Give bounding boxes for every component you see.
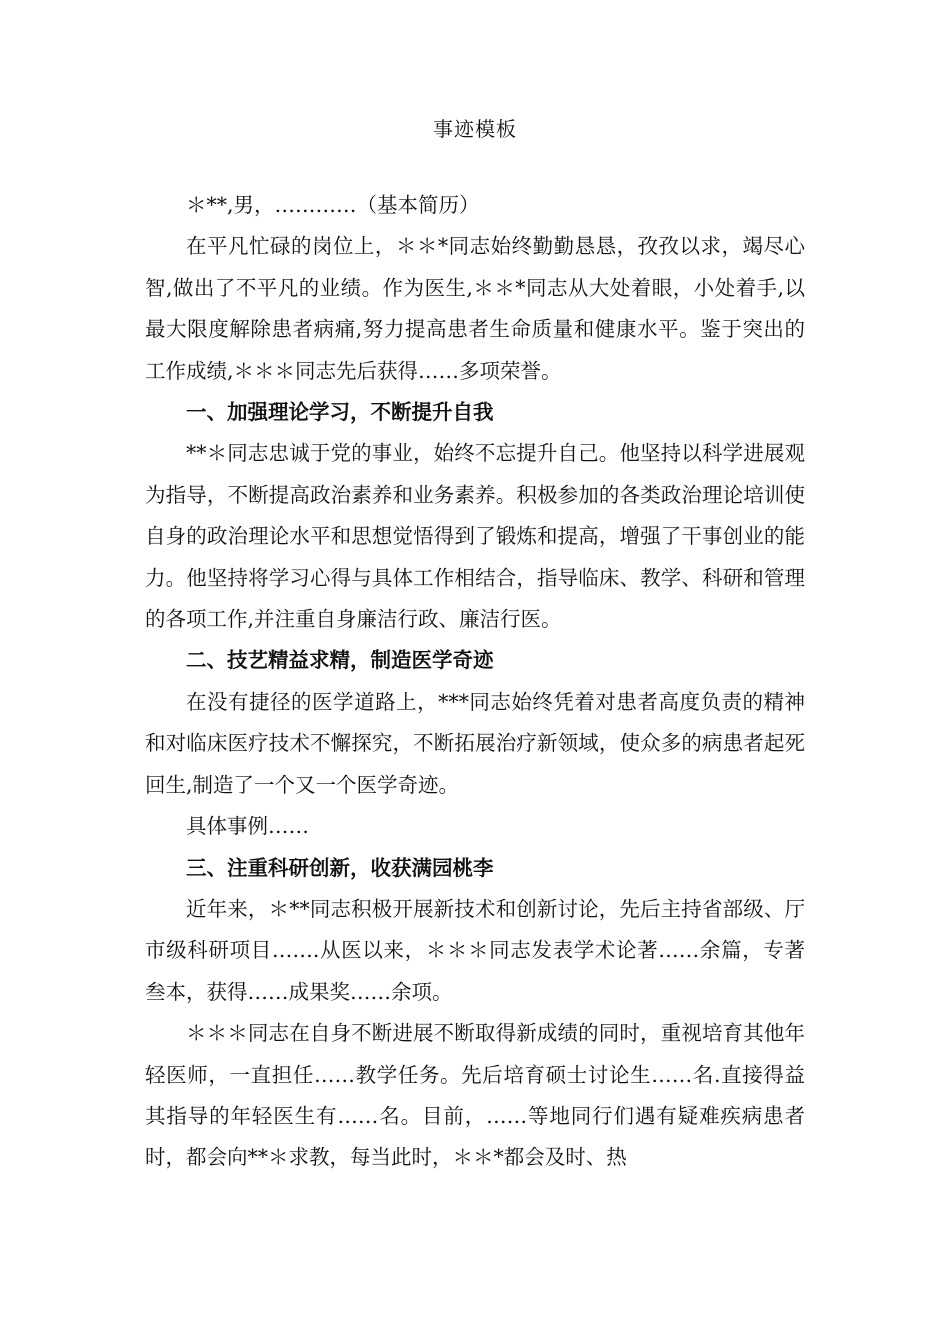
section-heading-3: 三、注重科研创新，收获满园桃李 <box>186 855 494 880</box>
section-heading-2: 二、技艺精益求精，制造医学奇迹 <box>186 648 494 673</box>
paragraph-section-3a: 近年来，＊**同志积极开展新技术和创新讨论，先后主持省部级、厅市级科研项目…….从医以来，＊＊＊同志发表学术论著……余篇，专著叁本，获得……成果奖……余项。 <box>145 896 805 1004</box>
paragraph-examples: 具体事例…… <box>186 814 309 839</box>
paragraph-section-3b: ＊＊＊同志在自身不断进展不断取得新成绩的同时，重视培育其他年轻医师，一直担任……教学任务。先后培育硕士讨论生……名.直接得益其指导的年轻医生有……名。目前，……等地同行们遇有疑难疾病患者时，都会向**＊求教，每当此时，＊＊*都会及时、热 <box>145 1021 805 1170</box>
paragraph-section-2: 在没有捷径的医学道路上，***同志始终凭着对患者高度负责的精神和对临床医疗技术不懈探究，不断拓展治疗新领域，使众多的病患者起死回生,制造了一个又一个医学奇迹。 <box>145 689 805 797</box>
paragraph-section-1: **＊同志忠诚于党的事业，始终不忘提升自己。他坚持以科学进展观为指导，不断提高政治素养和业务素养。积极参加的各类政治理论培训使自身的政治理论水平和思想觉悟得到了锻炼和提高，增强了干事创业的能力。他坚持将学习心得与具体工作相结合，指导临床、教学、科研和管理的各项工作,并注重自身廉洁行政、廉洁行医。 <box>145 441 805 632</box>
document-title: 事迹模板 <box>433 117 517 141</box>
paragraph-basic-info: ＊**,男，…………（基本简历） <box>186 193 480 217</box>
section-heading-1: 一、加强理论学习，不断提升自我 <box>186 400 494 425</box>
paragraph-intro: 在平凡忙碌的岗位上，＊＊*同志始终勤勤恳恳，孜孜以求，竭尽心智,做出了不平凡的业绩。作为医生,＊＊*同志从大处着眼，小处着手,以最大限度解除患者病痛,努力提高患者生命质量和健康水平。鉴于突出的工作成绩,＊＊＊同志先后获得……多项荣誉。 <box>145 234 805 383</box>
document-body <box>145 185 805 1179</box>
